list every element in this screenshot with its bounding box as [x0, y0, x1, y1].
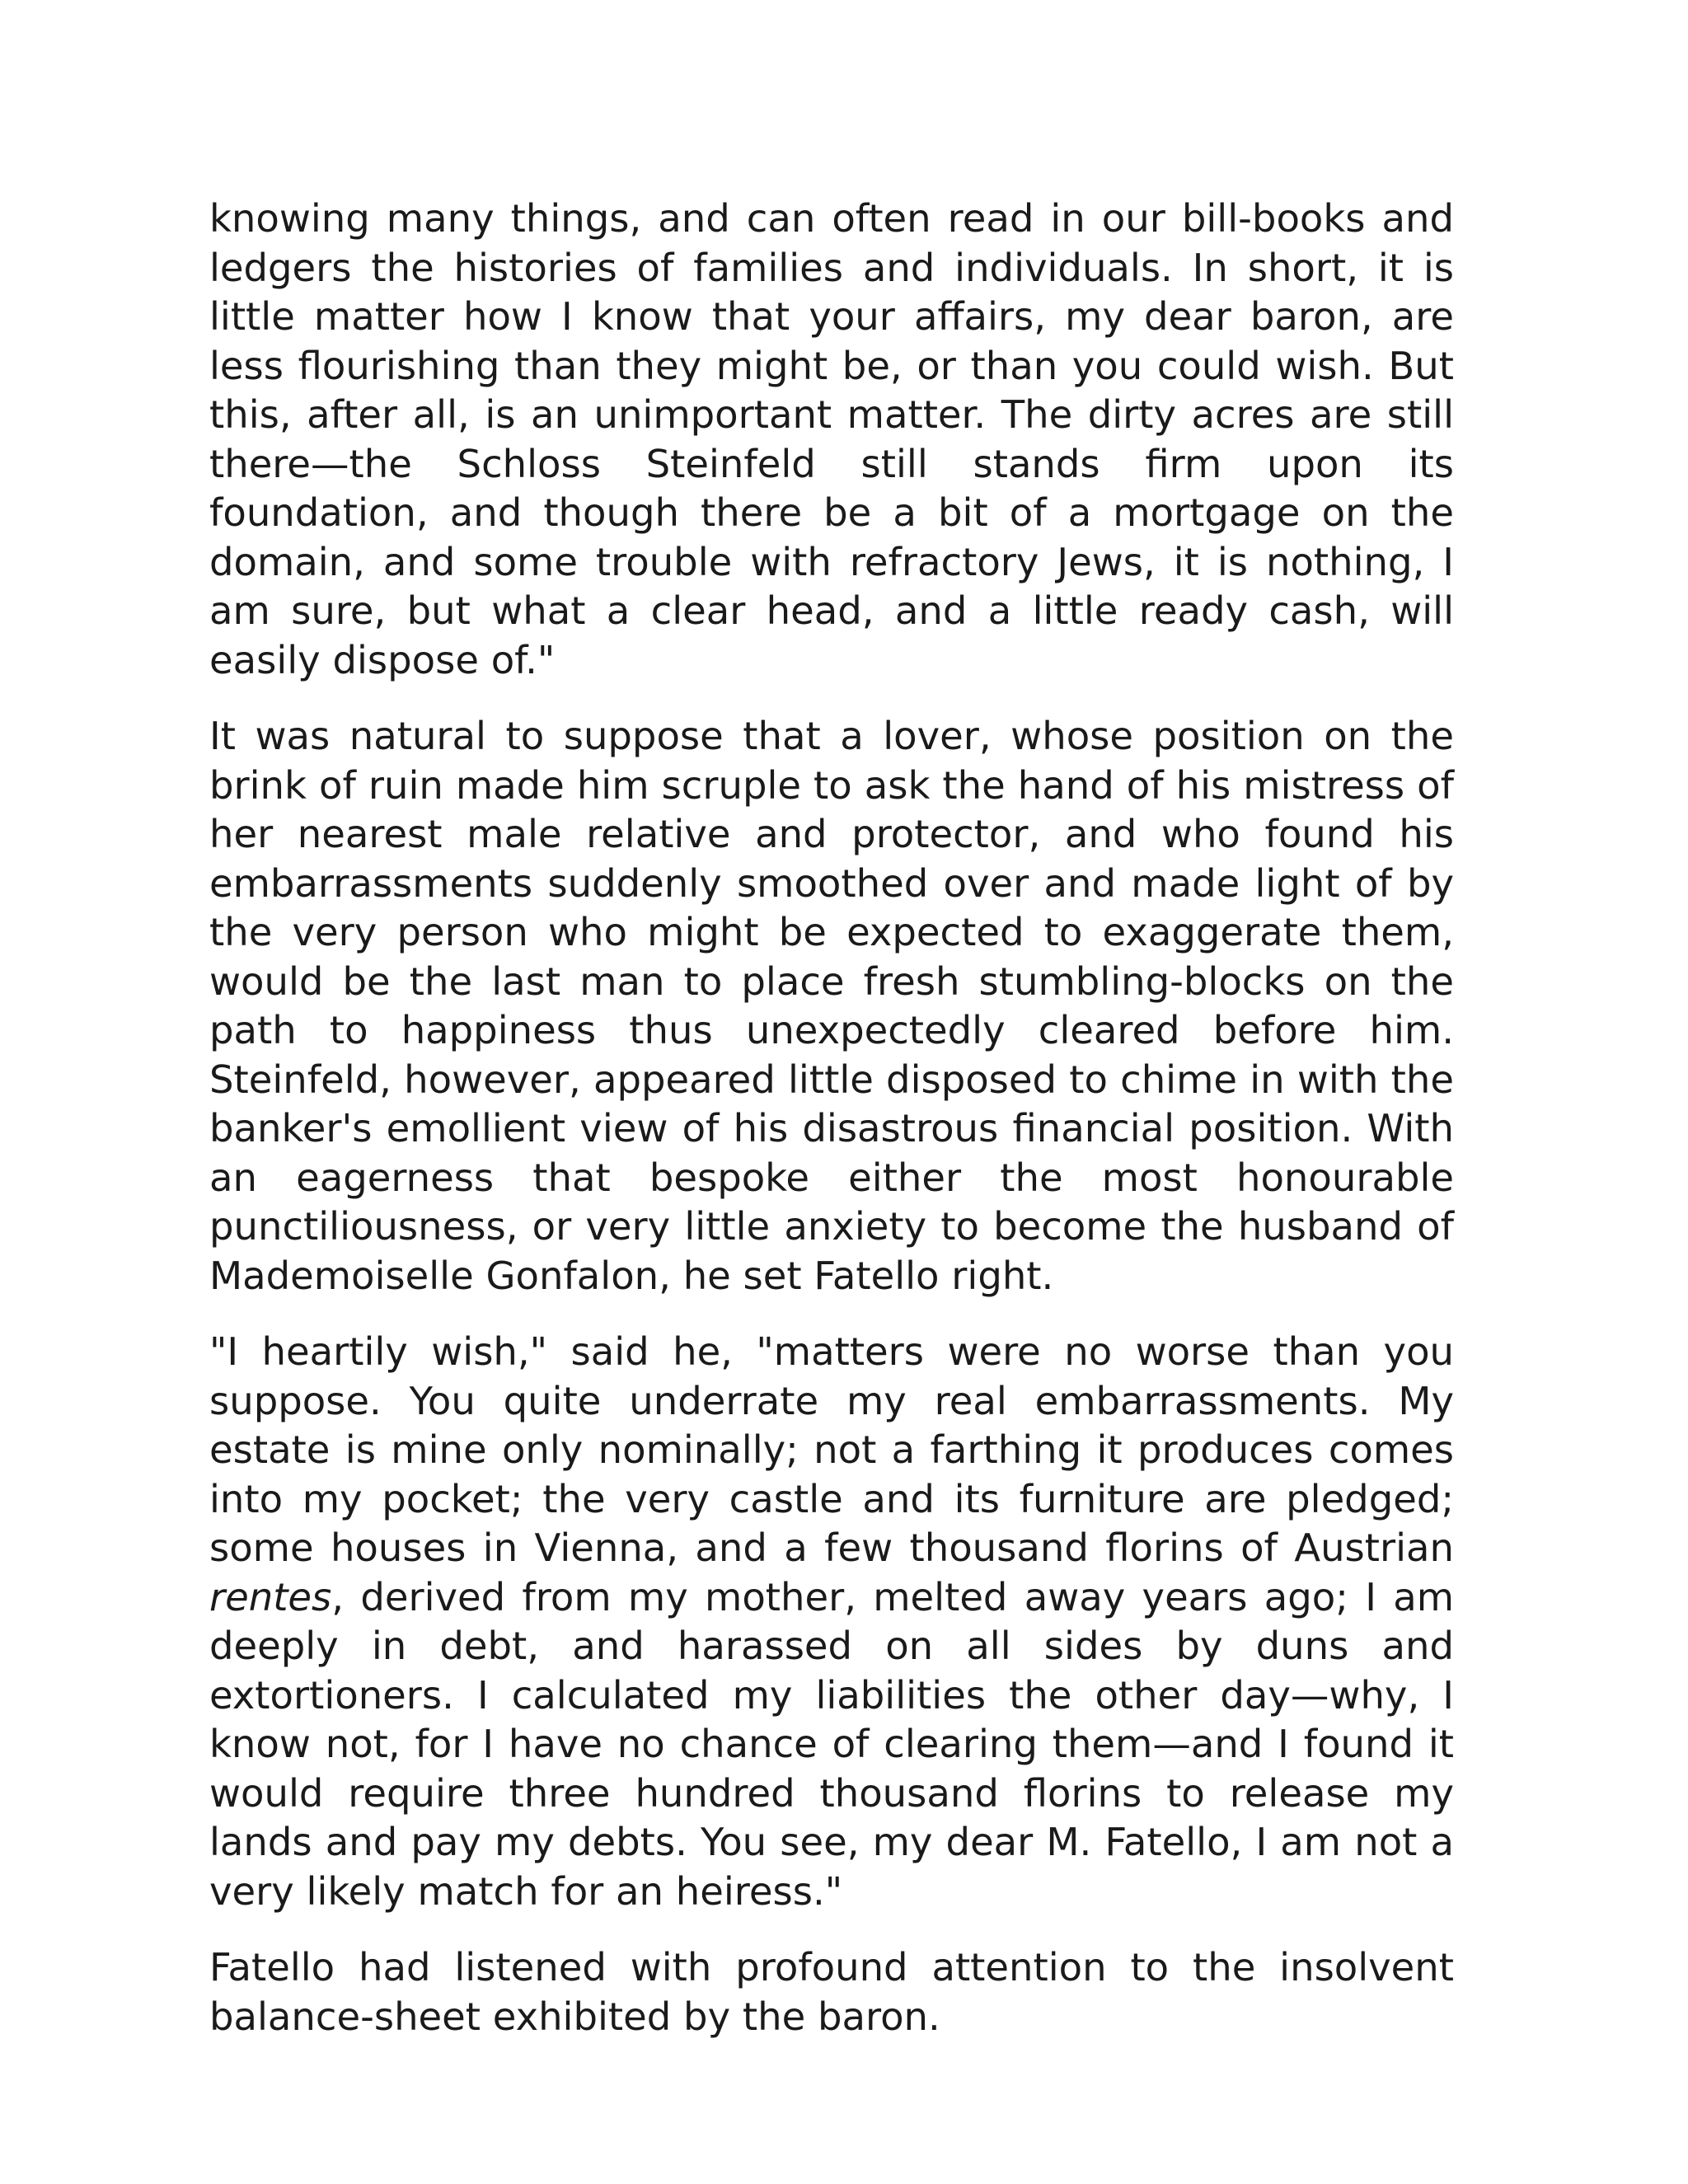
paragraph-3-part-1: "I heartily wish," said he, "matters were no worse than you suppose. You quite underrate my real embarrassments. My estate is mine only nominally; not a farthing it produces comes into my pocket; the very castle and its furniture are pledged; some houses in Vienna, and a few thousand florins of Austrian	[209, 1329, 1454, 1570]
italic-word-rentes: rentes	[209, 1574, 332, 1619]
paragraph-4: Fatello had listened with profound attention to the insolvent balance-sheet exhibited by the baron.	[209, 1945, 1454, 2039]
paragraph-1: knowing many things, and can often read in our bill-books and ledgers the histories of families and individuals. In short, it is little matter how I know that your affairs, my dear baron, are less flourishing than they might be, or than you could wish. But this, after all, is an unimportant matter. The dirty acres are still there—the Schloss Steinfeld still stands firm upon its foundation, and though there be a bit of a mortgage on the domain, and some trouble with refractory Jews, it is nothing, I am sure, but what a clear head, and a little ready cash, will easily dispose of."	[209, 196, 1454, 682]
paragraph-3	[209, 1328, 1454, 1916]
paragraph-3-part-2: , derived from my mother, melted away years ago; I am deeply in debt, and harassed on all sides by duns and extortioners. I calculated my liabilities the other day—why, I know not, for I have no chance of clearing them—and I found it would require three hundred thousand florins to release my lands and pay my debts. You see, my dear M. Fatello, I am not a very likely match for an heiress."	[209, 1574, 1454, 1914]
paragraph-2: It was natural to suppose that a lover, whose position on the brink of ruin made him scruple to ask the hand of his mistress of her nearest male relative and protector, and who found his embarrassments suddenly smoothed over and made light of by the very person who might be expected to exaggerate them, would be the last man to place fresh stumbling-blocks on the path to happiness thus unexpectedly cleared before him. Steinfeld, however, appeared little disposed to chime in with the banker's emollient view of his disastrous financial position. With an eagerness that bespoke either the most honourable punctiliousness, or very little anxiety to become the husband of Mademoiselle Gonfalon, he set Fatello right.	[209, 714, 1454, 1298]
text-body	[209, 194, 1454, 2069]
